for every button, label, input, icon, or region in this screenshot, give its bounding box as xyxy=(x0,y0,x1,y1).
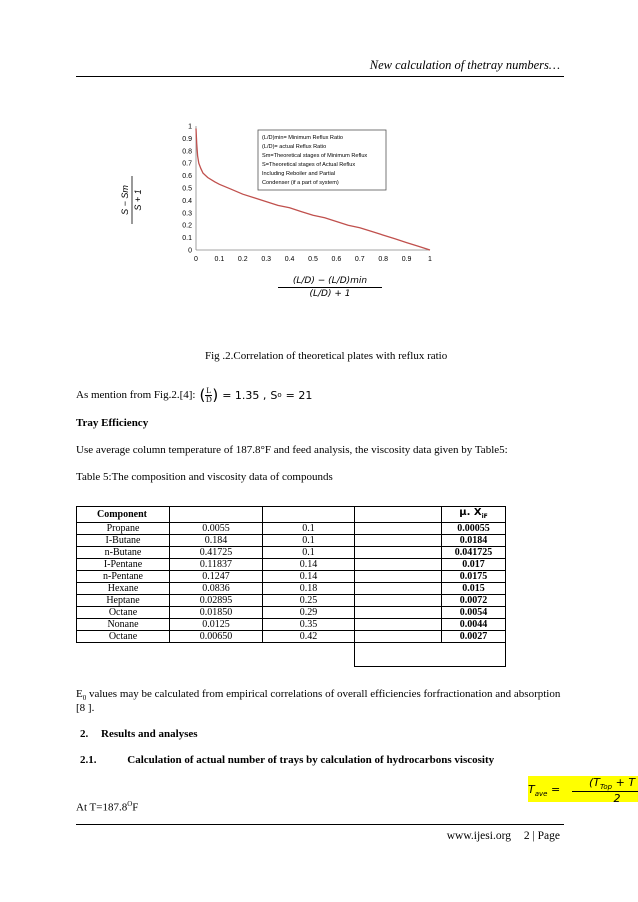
legend-line: Sm=Theoretical stages of Minimum Reflux xyxy=(262,153,368,159)
legend-line: Including Reboiler and Partial xyxy=(262,171,336,177)
section-2-1-title: Calculation of actual number of trays by calculation of hydrocarbons viscosity xyxy=(127,754,495,766)
y-tick-label: 0.3 xyxy=(182,210,192,218)
x-tick-label: 0.3 xyxy=(261,256,272,263)
blank-cell xyxy=(355,607,442,619)
fraction-cell: 0.1247 xyxy=(170,571,263,583)
composition-table-grid xyxy=(76,506,506,643)
viscosity-cell: 0.18 xyxy=(263,583,355,595)
fraction-cell: 0.184 xyxy=(170,535,263,547)
ld-numerator: L xyxy=(206,385,212,395)
table-row xyxy=(77,595,506,607)
fraction-cell: 0.02895 xyxy=(170,595,263,607)
product-cell: 0.017 xyxy=(442,559,506,571)
y-tick-label: 0.1 xyxy=(182,235,192,243)
y-tick-label: 0.7 xyxy=(182,160,192,168)
footer-page-label: Page xyxy=(537,830,560,842)
blank-cell xyxy=(355,535,442,547)
header-rule xyxy=(76,76,564,77)
x-axis-label xyxy=(270,276,390,299)
fraction-cell: 0.01850 xyxy=(170,607,263,619)
x-tick-label: 0.9 xyxy=(401,256,412,263)
blank-cell xyxy=(355,619,442,631)
fraction-cell: 0.0055 xyxy=(170,523,263,535)
section-2-number: 2. xyxy=(80,728,89,740)
y-tick-label: 0.8 xyxy=(182,148,192,156)
x-tick-label: 0.4 xyxy=(284,256,295,263)
component-cell: I-Butane xyxy=(77,535,170,547)
table-row xyxy=(77,547,506,559)
y-label-denominator: S + 1 xyxy=(133,189,143,211)
footer-rule xyxy=(76,824,564,825)
y-tick-label: 0.2 xyxy=(182,222,192,230)
running-title: New calculation of thetray numbers… xyxy=(369,58,560,72)
component-cell: Hexane xyxy=(77,583,170,595)
viscosity-cell: 0.14 xyxy=(263,571,355,583)
y-tick-label: 1 xyxy=(188,123,192,131)
y-label-numerator: S − Sm xyxy=(120,185,130,215)
tave-formula xyxy=(528,776,638,802)
table-row xyxy=(77,523,506,535)
x-label-denominator: (L/D) + 1 xyxy=(309,289,351,299)
at-temperature: At $T=187.8^OF$ xyxy=(76,800,139,814)
table-caption: Table 5:The composition and viscosity data of compounds xyxy=(76,471,333,483)
component-cell: I-Pentane xyxy=(77,559,170,571)
blank-cell xyxy=(355,571,442,583)
header-cell xyxy=(263,507,355,523)
close-paren: ) xyxy=(212,386,219,404)
table-header-row xyxy=(77,507,506,523)
legend-line: (L/D)= actual Reflux Ratio xyxy=(262,144,327,150)
fraction-cell: 0.41725 xyxy=(170,547,263,559)
legend-line: (L/D)min= Minimum Reflux Ratio xyxy=(262,135,343,141)
footer-site[interactable]: www.ijesi.org xyxy=(446,830,511,842)
blank-cell xyxy=(355,547,442,559)
tray-efficiency-heading: Tray Efficiency xyxy=(76,417,149,429)
component-cell: Propane xyxy=(77,523,170,535)
viscosity-cell: 0.42 xyxy=(263,631,355,643)
viscosity-cell: 0.1 xyxy=(263,547,355,559)
x-tick-label: 0.5 xyxy=(308,256,318,263)
y-tick-label: 0 xyxy=(188,247,192,255)
viscosity-cell: 0.29 xyxy=(263,607,355,619)
x-tick-label: 0.7 xyxy=(354,256,365,263)
viscosity-cell: 0.1 xyxy=(263,523,355,535)
component-cell: n-Pentane xyxy=(77,571,170,583)
y-tick-label: 0.5 xyxy=(182,185,192,193)
table-row xyxy=(77,619,506,631)
viscosity-cell: 0.35 xyxy=(263,619,355,631)
header-cell xyxy=(355,507,442,523)
paragraph-2-line-1: $E_0$ values may be calculated from empirical correlations of overall efficiencies forfractionation and absorption xyxy=(76,688,561,703)
composition-table xyxy=(76,506,506,643)
product-cell: 0.0054 xyxy=(442,607,506,619)
component-cell: n-Butane xyxy=(77,547,170,559)
table-row xyxy=(77,571,506,583)
x-tick-label: 0 xyxy=(194,256,198,263)
figure-caption: Fig .2.Correlation of theoretical plates with reflux ratio xyxy=(205,350,448,362)
tave-fraction: ($T_{Top} + T$ 2 xyxy=(572,776,638,802)
x-label-fraction-bar xyxy=(278,287,382,288)
section-2-1-number: 2.1. xyxy=(80,754,97,766)
ld-denominator: D xyxy=(205,394,212,404)
footer-page-number: 2 xyxy=(523,830,530,842)
product-cell: 0.0044 xyxy=(442,619,506,631)
header-component: Component xyxy=(77,507,170,523)
header-cell xyxy=(170,507,263,523)
legend-line: Condenser (if a part of system) xyxy=(262,180,339,186)
fraction-cell: 0.0836 xyxy=(170,583,263,595)
fraction-cell: 0.0125 xyxy=(170,619,263,631)
blank-cell xyxy=(355,595,442,607)
component-cell: Nonane xyxy=(77,619,170,631)
tave-lhs: $T_{ave}$ = xyxy=(528,783,561,799)
header-mu-x: μ. $X_{iF}$ xyxy=(442,507,506,523)
open-paren: ( xyxy=(199,386,206,404)
fraction-cell: 0.00650 xyxy=(170,631,263,643)
fig-reference-line xyxy=(76,386,312,404)
section-2-1-heading xyxy=(80,754,494,766)
y-tick-label: 0.9 xyxy=(182,135,192,143)
blank-cell xyxy=(355,523,442,535)
x-tick-label: 1 xyxy=(428,256,432,263)
component-cell: Octane xyxy=(77,631,170,643)
paragraph-1: Use average column temperature of 187.8°F and feed analysis, the viscosity data given by Table5: xyxy=(76,444,508,456)
x-tick-label: 0.1 xyxy=(214,256,225,263)
fig-reference-prefix: As mention from Fig.2.[4]: xyxy=(76,389,196,401)
product-cell: 0.00055 xyxy=(442,523,506,535)
figure-2 xyxy=(110,116,450,316)
ld-fraction xyxy=(205,387,212,404)
so-value: = 21 xyxy=(285,388,313,402)
fraction-cell: 0.11837 xyxy=(170,559,263,571)
section-2-title: Results and analyses xyxy=(101,728,198,740)
paragraph-2-line-2: [8 ]. xyxy=(76,702,95,714)
x-label-numerator: (L/D) − (L/D)min xyxy=(292,276,368,286)
x-tick-label: 0.6 xyxy=(331,256,342,263)
section-2-heading xyxy=(80,728,198,740)
product-cell: 0.015 xyxy=(442,583,506,595)
product-cell: 0.0072 xyxy=(442,595,506,607)
y-tick-label: 0.6 xyxy=(182,173,192,181)
x-tick-label: 0.2 xyxy=(237,256,248,263)
product-cell: 0.0184 xyxy=(442,535,506,547)
product-cell: 0.0175 xyxy=(442,571,506,583)
so-symbol: S xyxy=(270,388,278,402)
table-row xyxy=(77,559,506,571)
product-cell: 0.041725 xyxy=(442,547,506,559)
y-axis-label xyxy=(120,176,143,224)
blank-cell xyxy=(355,583,442,595)
table-row xyxy=(77,535,506,547)
y-tick-label: 0.4 xyxy=(182,197,192,205)
so-subscript: o xyxy=(277,391,282,399)
legend-line: S=Theoretical stages of Actual Reflux xyxy=(262,162,356,168)
component-cell: Heptane xyxy=(77,595,170,607)
viscosity-cell: 0.1 xyxy=(263,535,355,547)
x-tick-label: 0.8 xyxy=(378,256,389,263)
table-row xyxy=(77,607,506,619)
footer: www.ijesi.org 2 | Page xyxy=(446,830,560,842)
table-row xyxy=(77,583,506,595)
viscosity-cell: 0.25 xyxy=(263,595,355,607)
viscosity-cell: 0.14 xyxy=(263,559,355,571)
component-cell: Octane xyxy=(77,607,170,619)
table-blank-box xyxy=(354,639,506,667)
chart-legend xyxy=(258,130,386,190)
ld-value: = 1.35 , xyxy=(222,388,267,402)
product-cell: 0.0027 xyxy=(442,631,506,643)
blank-cell xyxy=(355,559,442,571)
